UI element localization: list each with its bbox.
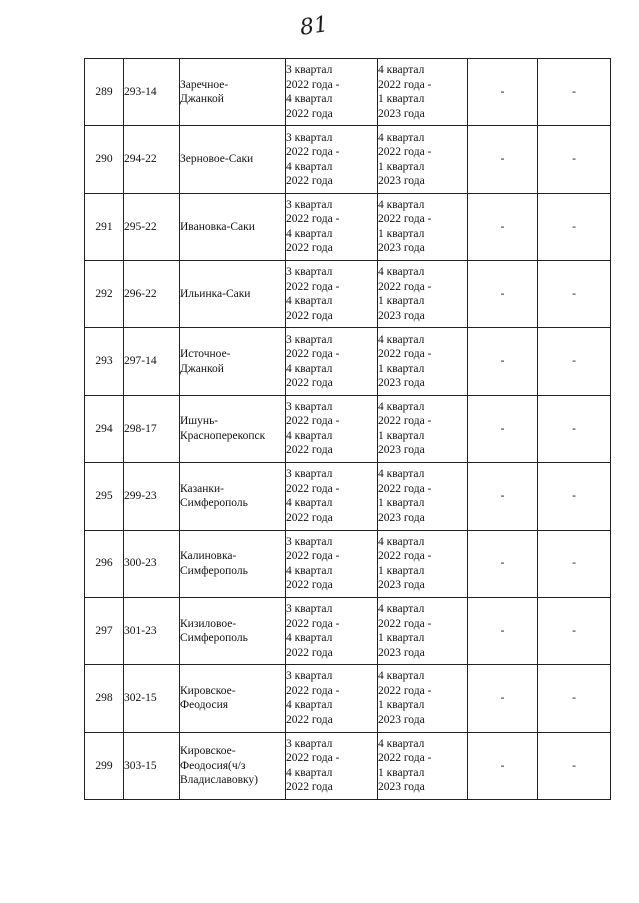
end-period-line: 2022 года -	[378, 617, 432, 630]
end-period-cell	[378, 328, 468, 395]
start-period-cell	[286, 261, 378, 328]
col7-cell	[538, 463, 611, 530]
table-row	[85, 126, 611, 193]
end-period-line: 2023 года	[378, 309, 425, 322]
start-period-line: 4 квартал	[286, 632, 333, 645]
end-period-cell	[378, 59, 468, 126]
end-period-line: 2023 года	[378, 781, 425, 794]
start-period-cell	[286, 665, 378, 732]
row-number-cell	[85, 126, 124, 193]
end-period-line: 2023 года	[378, 242, 425, 255]
col7-value: -	[572, 490, 576, 503]
row-number: 289	[95, 85, 113, 98]
route-name-cell	[180, 597, 286, 664]
route-code-cell	[124, 59, 180, 126]
table-row	[85, 328, 611, 395]
end-period-line: 2022 года -	[378, 348, 432, 361]
start-period-line: 2022 года -	[286, 482, 340, 495]
end-period-line: 2022 года -	[378, 684, 432, 697]
start-period-line: 2022 года -	[286, 213, 340, 226]
route-code-cell	[124, 597, 180, 664]
start-period-line: 3 квартал	[286, 333, 333, 346]
col6-value: -	[500, 422, 505, 435]
col6-cell	[468, 328, 538, 395]
page-number: 81	[298, 12, 330, 41]
start-period-line: 3 квартал	[286, 266, 333, 279]
start-period-line: 4 квартал	[286, 766, 333, 779]
end-period-cell	[378, 126, 468, 193]
route-name-line: Феодосия(ч/з	[180, 759, 246, 772]
col6-value: -	[500, 759, 505, 772]
col6-cell	[468, 59, 538, 126]
row-number: 293	[95, 355, 113, 368]
row-number-cell	[85, 732, 124, 799]
row-number-cell	[85, 193, 124, 260]
route-name-line: Кизиловое-	[180, 617, 237, 630]
col6-cell	[468, 665, 538, 732]
end-period-line: 2023 года	[378, 511, 425, 524]
route-name-cell	[180, 732, 286, 799]
start-period-line: 3 квартал	[286, 64, 333, 77]
end-period-line: 2023 года	[378, 713, 425, 726]
route-code-cell	[124, 665, 180, 732]
route-name-cell	[180, 126, 286, 193]
end-period-line: 4 квартал	[378, 603, 425, 616]
start-period-cell	[286, 530, 378, 597]
end-period-line: 2023 года	[378, 444, 425, 457]
start-period-line: 2022 года -	[286, 684, 340, 697]
table-row	[85, 665, 611, 732]
route-name-cell	[180, 328, 286, 395]
start-period-line: 4 квартал	[286, 295, 333, 308]
end-period-line: 2022 года -	[378, 550, 432, 563]
row-number: 295	[95, 490, 113, 503]
col7-cell	[538, 193, 611, 260]
route-name-line: Владиславовку)	[180, 774, 259, 787]
start-period-line: 2022 года	[286, 646, 333, 659]
end-period-line: 1 квартал	[378, 699, 425, 712]
route-name-cell	[180, 59, 286, 126]
col6-cell	[468, 463, 538, 530]
route-code: 298-17	[124, 422, 157, 435]
start-period-line: 4 квартал	[286, 699, 333, 712]
col6-value: -	[500, 288, 505, 300]
table-row	[85, 732, 611, 799]
col7-cell	[538, 328, 611, 395]
table-row	[85, 59, 611, 126]
start-period-line: 3 квартал	[286, 468, 333, 481]
route-code: 295-22	[124, 220, 157, 233]
col7-value: -	[572, 288, 576, 300]
route-code: 301-23	[124, 624, 157, 637]
col7-cell	[538, 530, 611, 597]
route-name-line: Источное-	[180, 348, 231, 361]
route-name-line: Феодосия	[180, 699, 229, 712]
row-number: 296	[95, 557, 113, 570]
end-period-cell	[378, 732, 468, 799]
start-period-line: 2022 года -	[286, 78, 340, 91]
end-period-line: 4 квартал	[378, 737, 425, 750]
col7-value: -	[572, 220, 576, 233]
end-period-line: 1 квартал	[378, 766, 425, 779]
col7-cell	[538, 395, 611, 462]
route-name-line: Кировское-	[180, 745, 236, 758]
row-number: 291	[95, 220, 113, 233]
route-code-cell	[124, 126, 180, 193]
route-name-line: Ишунь-	[180, 415, 219, 428]
start-period-line: 3 квартал	[286, 670, 333, 683]
col6-value: -	[500, 624, 505, 637]
end-period-cell	[378, 597, 468, 664]
end-period-line: 2022 года -	[378, 146, 432, 159]
end-period-cell	[378, 261, 468, 328]
start-period-line: 2022 года	[286, 175, 333, 188]
route-code: 296-22	[124, 288, 157, 300]
end-period-line: 4 квартал	[378, 670, 425, 683]
start-period-line: 4 квартал	[286, 227, 333, 240]
col6-cell	[468, 126, 538, 193]
start-period-line: 2022 года -	[286, 550, 340, 563]
end-period-cell	[378, 530, 468, 597]
end-period-line: 1 квартал	[378, 160, 425, 173]
start-period-line: 2022 года	[286, 511, 333, 524]
start-period-line: 2022 года	[286, 579, 333, 592]
route-code: 299-23	[124, 490, 157, 503]
start-period-line: 2022 года	[286, 309, 333, 322]
route-name-cell	[180, 261, 286, 328]
start-period-line: 2022 года	[286, 781, 333, 794]
start-period-line: 2022 года -	[286, 617, 340, 630]
start-period-line: 4 квартал	[286, 497, 333, 510]
start-period-line: 3 квартал	[286, 400, 333, 413]
row-number-cell	[85, 395, 124, 462]
route-name-cell	[180, 395, 286, 462]
end-period-line: 4 квартал	[378, 64, 425, 77]
start-period-line: 2022 года	[286, 444, 333, 457]
start-period-cell	[286, 597, 378, 664]
start-period-line: 2022 года -	[286, 146, 340, 159]
route-code-cell	[124, 193, 180, 260]
col6-cell	[468, 732, 538, 799]
route-name-line: Кировское-	[180, 684, 236, 697]
end-period-line: 4 квартал	[378, 468, 425, 481]
start-period-line: 2022 года	[286, 713, 333, 726]
start-period-line: 2022 года -	[286, 280, 340, 293]
route-name-line: Ивановка-Саки	[180, 220, 255, 233]
col7-cell	[538, 597, 611, 664]
end-period-line: 1 квартал	[378, 93, 425, 106]
table-body	[85, 59, 611, 800]
start-period-line: 4 квартал	[286, 160, 333, 173]
route-name-line: Симферополь	[180, 497, 248, 510]
route-name-line: Заречное-	[180, 78, 229, 91]
row-number: 294	[95, 422, 113, 435]
row-number-cell	[85, 328, 124, 395]
table-row	[85, 597, 611, 664]
row-number: 297	[95, 624, 113, 637]
row-number: 298	[95, 692, 113, 705]
end-period-cell	[378, 463, 468, 530]
row-number-cell	[85, 261, 124, 328]
end-period-line: 1 квартал	[378, 227, 425, 240]
end-period-cell	[378, 665, 468, 732]
end-period-line: 1 квартал	[378, 362, 425, 375]
col6-cell	[468, 395, 538, 462]
table-row	[85, 261, 611, 328]
start-period-line: 3 квартал	[286, 535, 333, 548]
end-period-cell	[378, 395, 468, 462]
start-period-line: 2022 года	[286, 107, 333, 120]
end-period-line: 1 квартал	[378, 564, 425, 577]
end-period-line: 2023 года	[378, 377, 425, 390]
start-period-cell	[286, 59, 378, 126]
row-number-cell	[85, 665, 124, 732]
end-period-line: 4 квартал	[378, 266, 425, 279]
col7-value: -	[572, 759, 576, 772]
col7-value: -	[572, 153, 576, 166]
start-period-line: 2022 года -	[286, 752, 340, 765]
end-period-line: 2023 года	[378, 107, 425, 120]
start-period-cell	[286, 328, 378, 395]
table-row	[85, 530, 611, 597]
col6-cell	[468, 261, 538, 328]
col6-value: -	[500, 85, 505, 98]
start-period-line: 3 квартал	[286, 198, 333, 211]
end-period-line: 4 квартал	[378, 400, 425, 413]
route-code-cell	[124, 395, 180, 462]
table-row	[85, 395, 611, 462]
col6-cell	[468, 597, 538, 664]
route-code-cell	[124, 530, 180, 597]
row-number: 299	[95, 759, 113, 772]
route-code: 300-23	[124, 557, 157, 570]
row-number-cell	[85, 59, 124, 126]
start-period-cell	[286, 463, 378, 530]
route-code-cell	[124, 463, 180, 530]
route-name-cell	[180, 193, 286, 260]
col6-value: -	[500, 153, 505, 166]
end-period-line: 2023 года	[378, 175, 425, 188]
route-code: 302-15	[124, 692, 157, 705]
end-period-line: 4 квартал	[378, 333, 425, 346]
end-period-line: 2022 года -	[378, 752, 432, 765]
route-code: 294-22	[124, 153, 157, 166]
route-name-cell	[180, 530, 286, 597]
route-name-cell	[180, 665, 286, 732]
start-period-line: 4 квартал	[286, 429, 333, 442]
route-name-line: Зерновое-Саки	[180, 153, 254, 166]
end-period-line: 2022 года -	[378, 482, 432, 495]
route-name-line: Калиновка-	[180, 550, 237, 563]
row-number-cell	[85, 463, 124, 530]
end-period-cell	[378, 193, 468, 260]
route-name-line: Ильинка-Саки	[180, 288, 251, 300]
col6-value: -	[500, 220, 505, 233]
end-period-line: 1 квартал	[378, 429, 425, 442]
table-row	[85, 463, 611, 530]
start-period-line: 2022 года -	[286, 415, 340, 428]
start-period-cell	[286, 126, 378, 193]
end-period-line: 1 квартал	[378, 632, 425, 645]
table-row	[85, 193, 611, 260]
col7-cell	[538, 732, 611, 799]
route-name-line: Красноперекопск	[180, 429, 266, 442]
start-period-line: 4 квартал	[286, 564, 333, 577]
start-period-cell	[286, 193, 378, 260]
col6-value: -	[500, 355, 505, 368]
end-period-line: 2023 года	[378, 579, 425, 592]
col7-cell	[538, 126, 611, 193]
route-name-line: Симферополь	[180, 632, 248, 645]
route-code-cell	[124, 261, 180, 328]
start-period-cell	[286, 732, 378, 799]
start-period-line: 2022 года	[286, 377, 333, 390]
end-period-line: 1 квартал	[378, 497, 425, 510]
end-period-line: 2022 года -	[378, 78, 432, 91]
col7-value: -	[572, 355, 576, 368]
row-number: 292	[95, 288, 113, 300]
col6-value: -	[500, 490, 505, 503]
end-period-line: 4 квартал	[378, 198, 425, 211]
start-period-line: 2022 года -	[286, 348, 340, 361]
end-period-line: 2022 года -	[378, 280, 432, 293]
route-name-cell	[180, 463, 286, 530]
col7-value: -	[572, 692, 576, 705]
route-code: 293-14	[124, 85, 157, 98]
route-name-line: Казанки-	[180, 482, 224, 495]
end-period-line: 4 квартал	[378, 131, 425, 144]
route-code-cell	[124, 732, 180, 799]
route-name-line: Джанкой	[180, 93, 224, 106]
start-period-cell	[286, 395, 378, 462]
start-period-line: 2022 года	[286, 242, 333, 255]
end-period-line: 2023 года	[378, 646, 425, 659]
col7-value: -	[572, 85, 576, 98]
col6-cell	[468, 530, 538, 597]
start-period-line: 3 квартал	[286, 603, 333, 616]
row-number-cell	[85, 530, 124, 597]
end-period-line: 1 квартал	[378, 295, 425, 308]
row-number: 290	[95, 153, 113, 166]
route-code: 297-14	[124, 355, 157, 368]
start-period-line: 3 квартал	[286, 737, 333, 750]
col7-value: -	[572, 624, 576, 637]
route-code: 303-15	[124, 759, 157, 772]
col7-value: -	[572, 557, 576, 570]
col7-value: -	[572, 422, 576, 435]
route-name-line: Джанкой	[180, 362, 224, 375]
col7-cell	[538, 59, 611, 126]
route-code-cell	[124, 328, 180, 395]
start-period-line: 4 квартал	[286, 362, 333, 375]
start-period-line: 3 квартал	[286, 131, 333, 144]
end-period-line: 4 квартал	[378, 535, 425, 548]
col7-cell	[538, 665, 611, 732]
start-period-line: 4 квартал	[286, 93, 333, 106]
col6-value: -	[500, 557, 505, 570]
schedule-table	[84, 58, 611, 800]
row-number-cell	[85, 597, 124, 664]
end-period-line: 2022 года -	[378, 415, 432, 428]
col6-value: -	[500, 692, 505, 705]
col7-cell	[538, 261, 611, 328]
end-period-line: 2022 года -	[378, 213, 432, 226]
route-name-line: Симферополь	[180, 564, 248, 577]
col6-cell	[468, 193, 538, 260]
